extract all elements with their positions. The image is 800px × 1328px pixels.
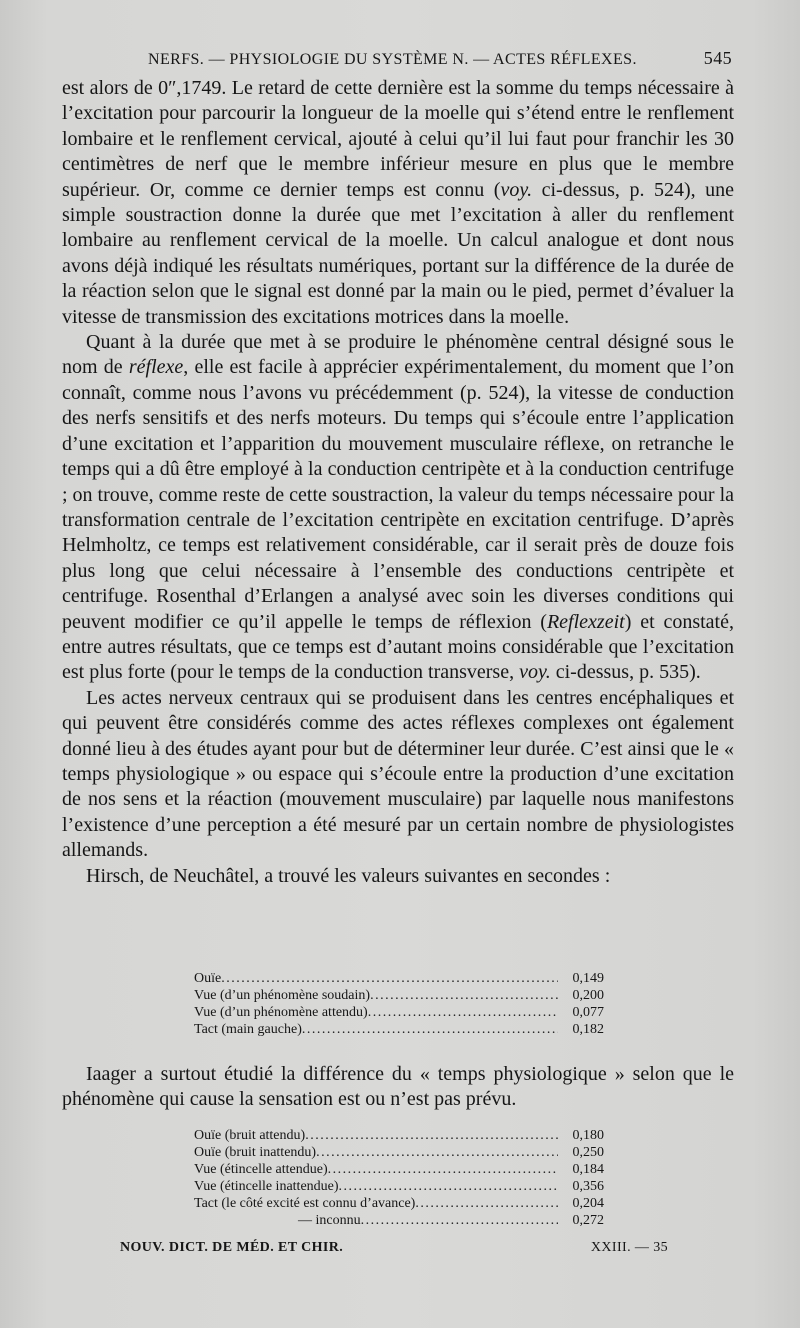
dot-leader (361, 1212, 558, 1229)
row-label: Vue (étincelle attendue) (194, 1162, 328, 1177)
italic-text: Reflexzeit (546, 610, 625, 633)
row-value: 0,200 (572, 988, 604, 1003)
row-label: Vue (d’un phénomène attendu) (194, 1005, 368, 1020)
text-run: ci-dessus, p. 524), une simple soustraction donne la durée que met l’excitation à aller du renflement lombaire au renflement cervical de la moelle. Un calcul analogue et dont nous avons déjà indiqué les résultats numériques, portant sur la différence de la durée de la réaction selon que le signal est donné par la main ou le pied, permet d’évaluer la vitesse de transmission des excitations motrices dans la moelle. (62, 178, 734, 328)
row-value: 0,077 (572, 1005, 604, 1020)
dot-leader (368, 1004, 558, 1021)
footer-signature: XXIII. — 35 (590, 1240, 668, 1255)
row-value: 0,149 (572, 971, 604, 986)
paragraph-4 (62, 864, 734, 889)
row-value: 0,250 (572, 1145, 604, 1160)
table-row (194, 1144, 604, 1161)
table-row (194, 970, 604, 987)
row-label: Ouïe (bruit inattendu) (194, 1145, 317, 1160)
text-run: Les actes nerveux centraux qui se produisent dans les centres encéphaliques et qui peuvent être considérés comme des actes réflexes complexes ont également donné lieu à des études ayant pour but de déterminer leur durée. C’est ainsi que le « temps physiologique » ou espace qui s’écoule entre la production d’une excitation de nos sens et la réaction (mouvement musculaire) par laquelle nous manifestons l’existence d’une perception a été mesuré par un certain nombre de physiologistes allemands. (62, 686, 734, 862)
running-title: NERFS. — PHYSIOLOGIE DU SYSTÈME N. — ACTES RÉFLEXES. (148, 51, 637, 68)
row-label: Tact (main gauche) (194, 1022, 302, 1037)
row-value: 0,356 (572, 1179, 604, 1194)
text-run: ci-dessus, p. 535). (550, 661, 701, 684)
row-value: 0,272 (572, 1213, 604, 1228)
row-label: Tact (le côté excité est connu d’avance) (194, 1196, 416, 1211)
dot-leader (328, 1161, 558, 1178)
table-row (194, 1161, 604, 1178)
dot-leader (302, 1021, 558, 1038)
italic-text: réflexe (128, 356, 184, 379)
table-hirsch (194, 970, 604, 1038)
running-header (148, 48, 732, 69)
table-row (194, 1021, 604, 1038)
paragraph-2 (62, 330, 734, 686)
row-value: 0,204 (572, 1196, 604, 1211)
table-row (194, 987, 604, 1004)
page-footer (120, 1240, 668, 1256)
row-value: 0,182 (572, 1022, 604, 1037)
row-label: Vue (étincelle inattendue) (194, 1179, 339, 1194)
row-label: — inconnu (298, 1213, 361, 1228)
page-number: 545 (703, 48, 732, 68)
dot-leader (415, 1195, 558, 1212)
footer-publication: NOUV. DICT. DE MÉD. ET CHIR. (120, 1240, 344, 1255)
row-label: Ouïe (bruit attendu) (194, 1128, 306, 1143)
table-jaager (194, 1127, 604, 1229)
italic-text: voy. (519, 661, 551, 684)
row-label: Ouïe (194, 971, 222, 986)
body-text (62, 76, 734, 889)
text-run: est alors de 0″,1749. Le retard de cette dernière est la somme du temps nécessaire à l’excitation pour parcourir la longueur de la moelle qui s’étend entre le renflement lombaire et le renflement cervical, ajouté à celui qu’il lui faut pour franchir les 30 centimètres de nerf que le membre inférieur mesure en plus que le membre supérieur. Or, comme ce dernier temps est connu ( (62, 77, 734, 201)
text-run: , elle est facile à apprécier expérimentalement, du moment que l’on connaît, comme nous l’avons vu précédemment (p. 524), la vitesse de conduction des nerfs sensitifs et des nerfs moteurs. Du temps qui s’écoule entre l’application d’une excitation et l’apparition du mouvement musculaire réflexe, on retranche le temps qui a dû être employé à la conduction centripète et à la conduction centrifuge ; on trouve, comme reste de cette soustraction, la valeur du temps nécessaire pour la transformation centrale de l’excitation centripète en excitation centrifuge. D’après Helmholtz, ce temps est relativement considérable, car il serait près de douze fois plus long que celui nécessaire à l’ensemble des conductions centripète et centrifuge. Rosenthal d’Erlangen a analysé avec soin les diverses conditions qui peuvent modifier ce qu’il appelle le temps de réflexion ( (62, 356, 735, 633)
row-value: 0,180 (572, 1128, 604, 1143)
dot-leader (305, 1127, 558, 1144)
row-label: Vue (d’un phénomène soudain) (194, 988, 371, 1003)
paragraph-jaager-block (62, 1062, 734, 1113)
table-row (194, 1004, 604, 1021)
dot-leader (316, 1144, 558, 1161)
dot-leader (370, 987, 558, 1004)
dot-leader (221, 970, 558, 987)
table-row (194, 1195, 604, 1212)
table-row (194, 1212, 604, 1229)
text-run: Quant à la durée que met à se produire le phénomène central désigné sous le nom de (62, 331, 734, 379)
text-run: Hirsch, de Neuchâtel, a trouvé les valeurs suivantes en secondes : (86, 864, 611, 887)
table-row (194, 1178, 604, 1195)
text-run: ) et constaté, entre autres résultats, que ce temps est d’autant moins considérable que l’excitation est plus forte (pour le temps de la conduction transverse, (62, 610, 734, 684)
italic-text: voy. (500, 178, 533, 201)
dot-leader (339, 1178, 558, 1195)
paragraph-1 (62, 76, 734, 330)
paragraph-jaager: Iaager a surtout étudié la différence du « temps physiologique » selon que le phénomène qui cause la sensation est ou n’est pas prévu. (62, 1063, 734, 1111)
table-row (194, 1127, 604, 1144)
row-value: 0,184 (572, 1162, 604, 1177)
paragraph-3 (62, 686, 734, 864)
